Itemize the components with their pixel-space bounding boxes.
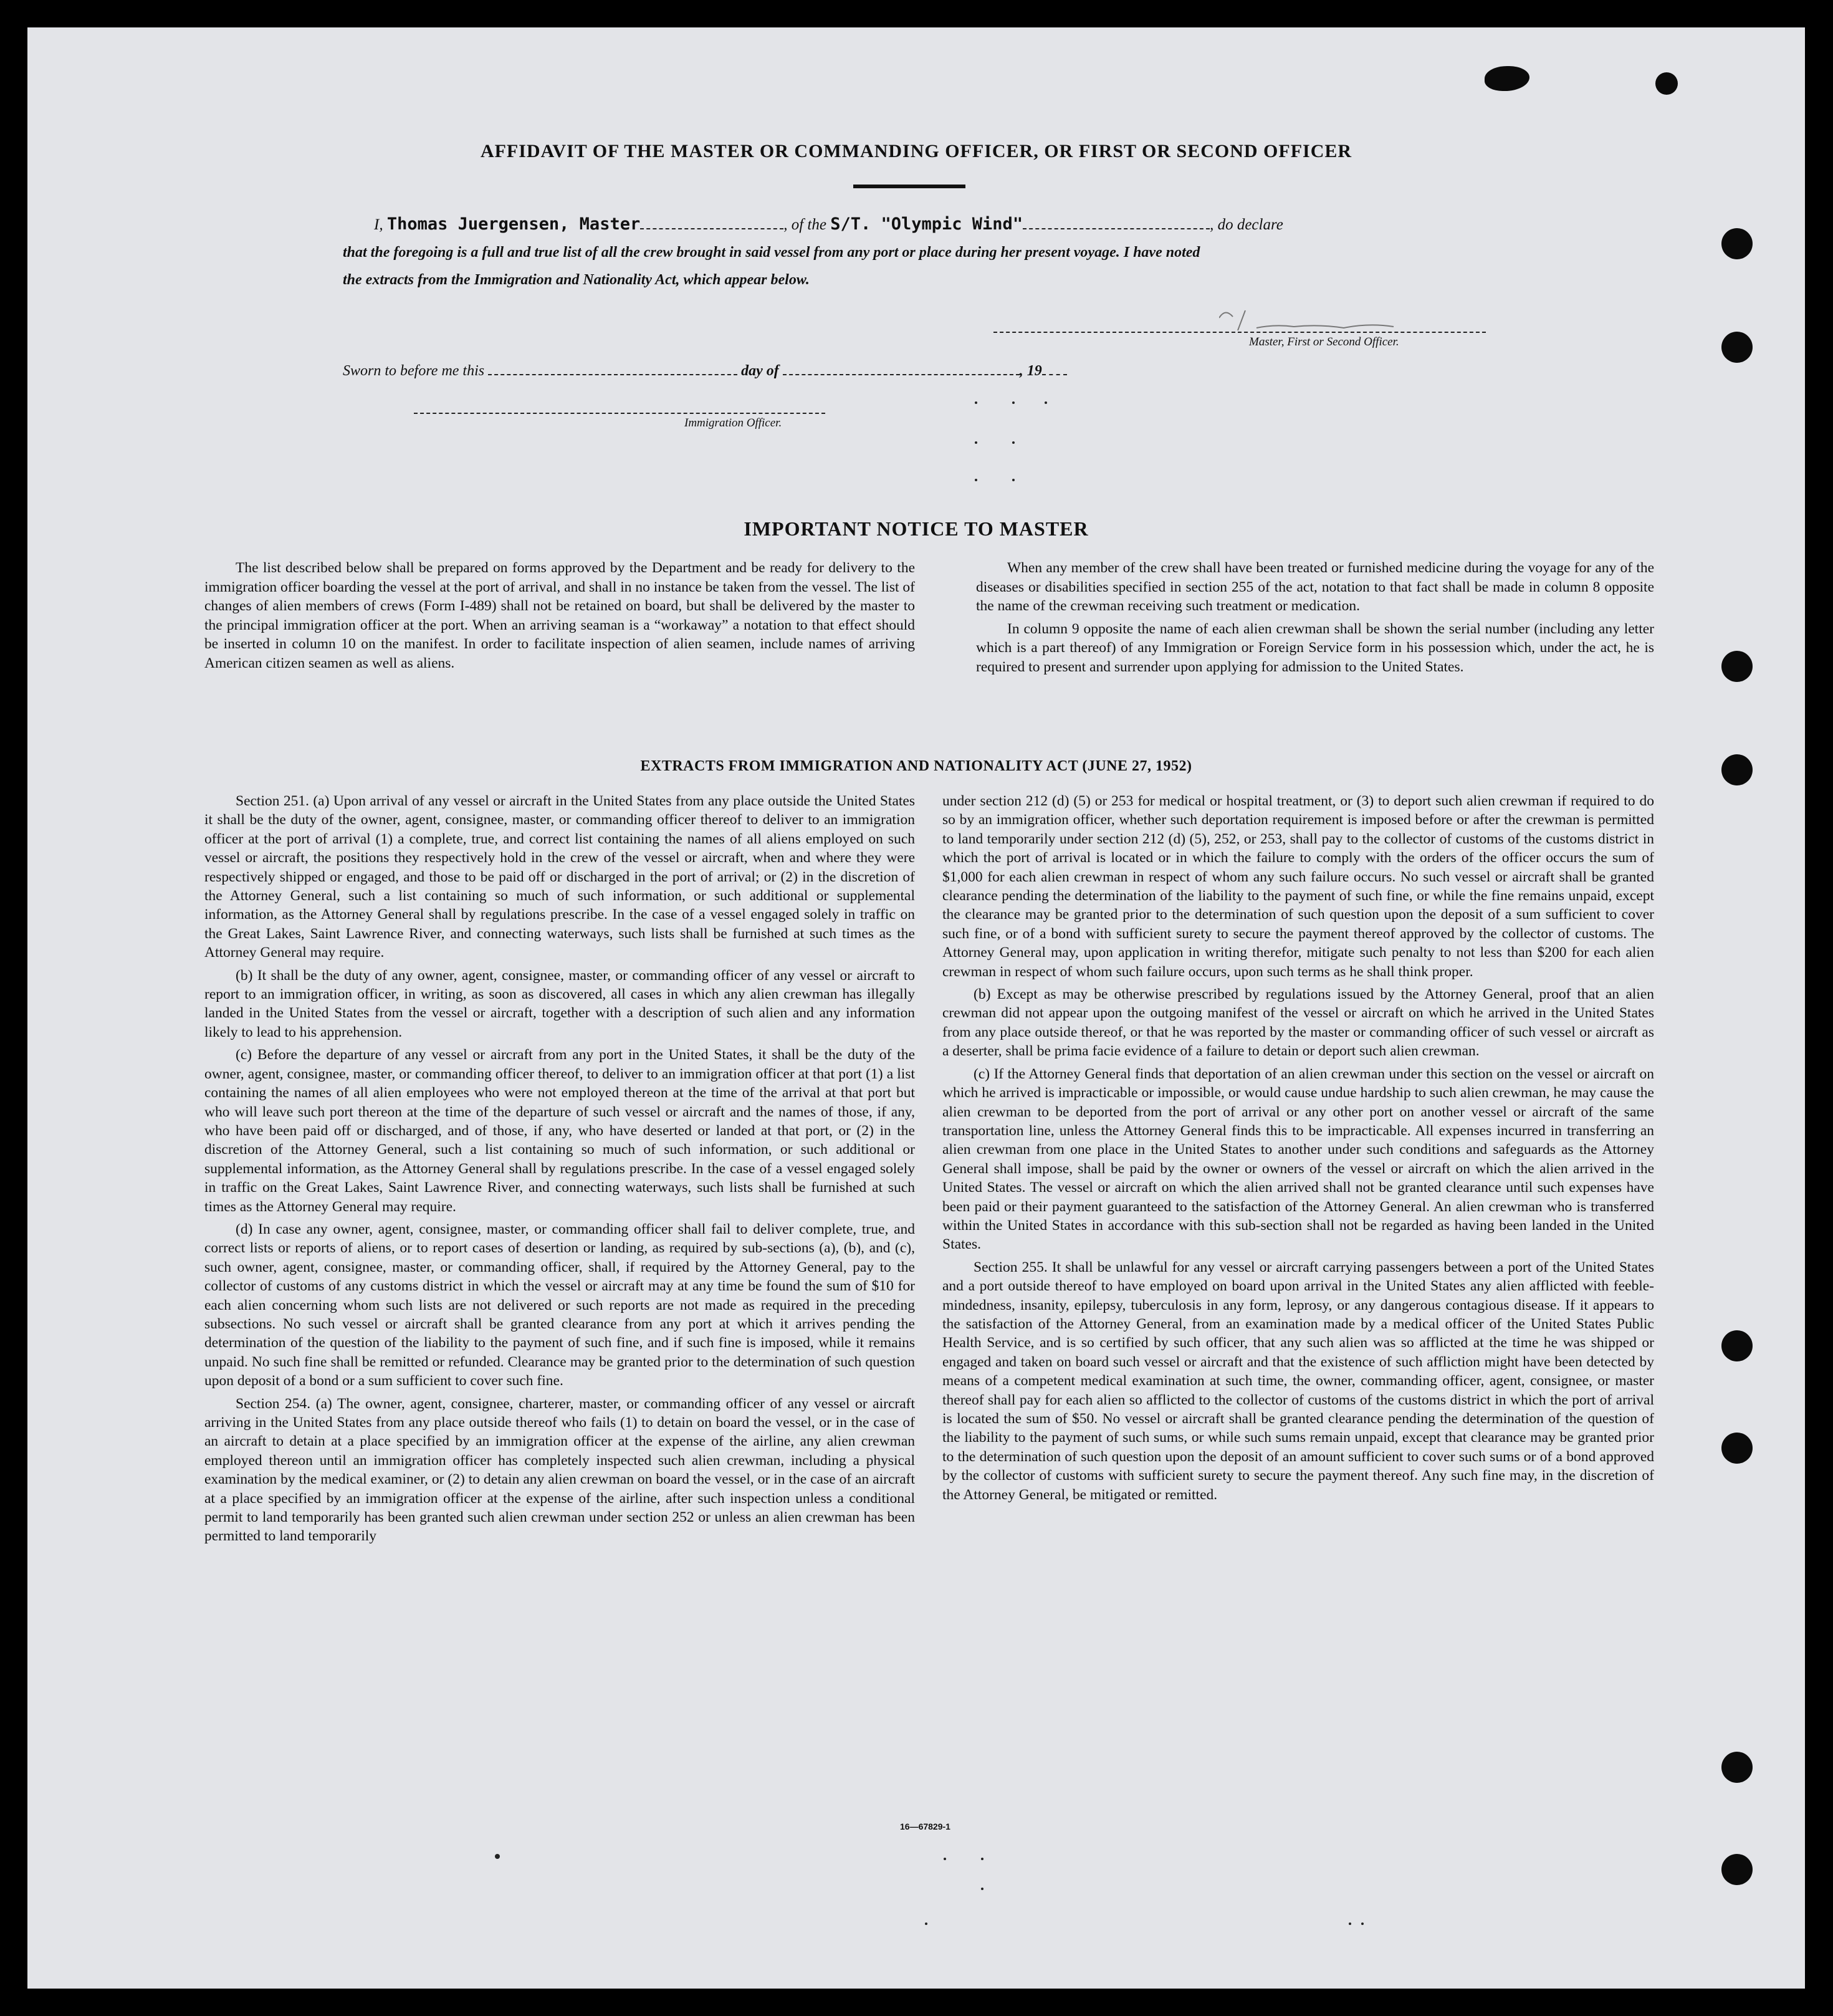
officer-signature-line (414, 413, 825, 414)
speck (981, 1858, 984, 1860)
master-signature-label: Master, First or Second Officer. (1249, 335, 1399, 348)
heading-rule (853, 185, 965, 188)
speck (981, 1888, 984, 1890)
speck (1045, 401, 1047, 404)
document-page (27, 27, 1805, 1989)
speck (1012, 479, 1015, 481)
section-255: Section 255. It shall be unlawful for any vessel or aircraft carrying passengers between a port of the United States and a port outside thereof to have employed on board upon arrival in the United States any alien afflicted with feeble-mindedness, insanity, epilepsy, tuberculosis in any form, leprosy, or any dangerous contagious disease. If it appears to the satisfaction of the Attorney General, from an examination made by a medical officer of the United States Public Health Service, and is so certified by such officer, that any such alien was so afflicted at the time he was shipped or engaged and taken on board such vessel or aircraft and that the existence of such affliction might have been detected by means of a competent medical examination at such time, the owner, commanding officer, agent, consignee, or master thereof shall pay for each alien so afflicted to the collector of customs of the customs district in which the port of arrival is located the sum of $50. No vessel or aircraft shall be granted clearance pending the determination of the question of the liability to the payment of such sums, or while such sums remain unpaid, except that clearance may be granted prior to the determination of such question upon the deposit of an amount sufficient to cover such sums or of a bond approved by the collector of customs with sufficient surety to secure the payment thereof. Any such fine may, in the discretion of the Attorney General, be mitigated or remitted. (942, 1259, 1654, 1503)
section-251-b: (b) It shall be the duty of any owner, agent, consignee, master, or commanding officer of any vessel or aircraft to report to an immigration officer, in writing, as soon as discovered, all cases in which any alien crewman has illegally landed in the United States from the vessel or aircraft, together with a description of such alien and any information likely to lead to his apprehension. (204, 967, 915, 1040)
ink-blot (1485, 66, 1529, 91)
extracts-right-column (942, 792, 1654, 1508)
binder-hole (1721, 651, 1753, 682)
sworn-text: Sworn to before me this (343, 363, 485, 379)
extracts-title: EXTRACTS FROM IMMIGRATION AND NATIONALITY ACT (JUNE 27, 1952) (640, 758, 1192, 774)
sworn-date-dash (488, 374, 737, 375)
month-dash (783, 374, 1020, 375)
extracts-left-column (204, 792, 915, 1550)
sworn-line (343, 363, 1067, 380)
binder-hole (1721, 1433, 1753, 1464)
speck (944, 1858, 946, 1860)
section-254-c: (c) If the Attorney General finds that deportation of an alien crewman under this section on the vessel or aircraft on which he arrived is impracticable or impossible, or would cause undue hardship to such alien crewman, he may cause the alien crewman to be deported from the port of arrival or any other port on another vessel or aircraft of the same transportation line, unless the Attorney General finds this to be impracticable. All expenses incurred in transferring an alien crewman from one place in the United States to another under such conditions and safeguards as the Attorney General shall impose, shall be paid by the owner or owners of the vessel or aircraft on which the alien arrived in the United States. The vessel or aircraft on which the alien arrived shall not be granted clearance until such expenses have been paid or their payment guaranteed to the satisfaction of the Attorney General. An alien crewman who is transferred within the United States in accordance with this sub-section shall not be regarded as having been landed in the United States. (942, 1065, 1654, 1253)
form-number: 16—67829-1 (900, 1822, 950, 1831)
speck (975, 401, 977, 404)
speck (1012, 441, 1015, 444)
name-dash-line (640, 228, 783, 229)
speck (495, 1854, 500, 1859)
immigration-officer-label: Immigration Officer. (684, 416, 782, 430)
section-251-a: Section 251. (a) Upon arrival of any vessel or aircraft in the United States from any place outside the United States it shall be the duty of the owner, agent, consignee, master, or commanding officer thereof to deliver to an immigration officer at the port of arrival (1) a complete, true, and correct list containing the names of all aliens employed on such vessel or aircraft, the positions they respectively hold in the crew of the vessel or aircraft, when and where they were respectively shipped or engaged, and those to be paid off or discharged in the port of arrival; or (2) in the discretion of the Attorney General, such a list containing so much of such information, or such additional or supplemental information, as the Attorney General shall by regulations prescribe. In the case of a vessel engaged solely in traffic on the Great Lakes, Saint Lawrence River, and connecting waterways, such lists shall be furnished at such times as the Attorney General may require. (204, 793, 915, 961)
speck (1349, 1922, 1351, 1925)
notice-title: IMPORTANT NOTICE TO MASTER (744, 517, 1089, 540)
speck (1361, 1922, 1364, 1925)
binder-hole (1721, 1330, 1753, 1361)
master-name-field: Thomas Juergensen, Master (386, 214, 641, 234)
affidavit-heading: AFFIDAVIT OF THE MASTER OR COMMANDING OFFICER, OR FIRST OR SECOND OFFICER (480, 141, 1352, 161)
speck (975, 479, 977, 481)
section-254-a-continued: under section 212 (d) (5) or 253 for medical or hospital treatment, or (3) to deport such alien crewman if required to do so by an immigration officer, whether such deportation requirement is imposed before or after the crewman is permitted to land temporarily under section 212 (d) (5), 252, or 253, shall pay to the collector of customs of the customs district in which the port of arrival is located or in which the failure to comply with the orders of the officer occurs the sum of $1,000 for each alien crewman in respect of whom any such failure occurs. No such vessel or aircraft shall be granted clearance pending the determination of the liability to the payment of such fine, or while the fine remains unpaid, except the clearance may be granted prior to the determination of such question upon the deposit of a sum sufficient to cover such fine, or of a bond with sufficient surety to secure the payment thereof approved by the collector of customs. The Attorney General may, upon application in writing therefor, mitigate such penalty to not less than $200 for each alien crewman in respect of whom such failure occurs, upon such terms as he shall think proper. (942, 793, 1654, 980)
vessel-name-field: S/T. "Olympic Wind" (830, 214, 1023, 234)
binder-hole (1721, 1752, 1753, 1783)
section-254-a: Section 254. (a) The owner, agent, consignee, charterer, master, or commanding officer of any vessel or aircraft arriving in the United States from any place outside thereof who fails (1) to detain on board the vessel, or in the case of an aircraft to detain at a place specified by an immigration officer at the expense of the airline, any alien crewman employed thereon until an immigration officer has completely inspected such alien crewman, including a physical examination by the medical examiner, or (2) to detain any alien crewman on board the vessel, or in the case of an aircraft at a place specified by an immigration officer at the expense of the airline, after such inspection unless a conditional permit to land temporarily has been granted such alien crewman under section 252 or unless an alien crewman has been permitted to land temporarily (204, 1395, 915, 1545)
notice-left-paragraph: The list described below shall be prepared on forms approved by the Department and be ready for delivery to the immigration officer boarding the vessel at the port of arrival, and shall in no instance be taken from the vessel. The list of changes of alien members of crews (Form I-489) shall not be retained on board, but shall be delivered by the master to the principal immigration officer at the port. When an arriving seaman is a “workaway” a notation to that effect should be inserted in column 10 on the manifest. In order to facilitate inspection of alien seamen, include names of arriving American citizen seamen as well as aliens. (204, 560, 915, 671)
notice-right-paragraph-1: When any member of the crew shall have been treated or furnished medicine during the voyage for any of the diseases or disabilities specified in section 255 of the act, notation to that fact shall be made in column 8 opposite the name of the crewman receiving such treatment or medication. (976, 560, 1654, 615)
binder-hole (1721, 228, 1753, 259)
binder-hole (1721, 332, 1753, 363)
affidavit-do-declare: , do declare (1210, 216, 1283, 233)
affidavit-of-the: , of the (783, 216, 826, 233)
signature-line (993, 332, 1486, 333)
affidavit-line-1 (374, 214, 1283, 234)
vessel-dash-line (1023, 228, 1210, 229)
notice-right-paragraph-2: In column 9 opposite the name of each alien crewman shall be shown the serial number (including any letter which is a part thereof) of any Immigration or Foreign Service form in his possession which, under the act, he is required to present and surrender upon applying for admission to the United States. (976, 620, 1654, 675)
section-251-d: (d) In case any owner, agent, consignee, master, or commanding officer shall fail to deliver complete, true, and correct lists or reports of aliens, or to report cases of desertion or landing, as required by sub-sections (a), (b), and (c), such owner, agent, consignee, master, or commanding officer, shall, if required by the Attorney General, pay to the collector of customs of any customs district in which the vessel or aircraft may at any time be found the sum of $10 for each alien concerning whom such lists are not delivered or such reports are not made as required in the preceding subsections. No such vessel or aircraft shall be granted clearance from any port at which it arrives pending the determination of the question of the liability to the payment of such fine, and if such fine is imposed, while it remains unpaid. No such fine shall be remitted or refunded. Clearance may be granted prior to the determination of such question upon deposit of a bond or a sum sufficient to cover such fine. (204, 1221, 915, 1390)
affidavit-line-2: that the foregoing is a full and true list of all the crew brought in said vessel from any port or place during her present voyage. I have noted (343, 244, 1200, 261)
binder-hole (1721, 1854, 1753, 1885)
section-254-b: (b) Except as may be otherwise prescribed by regulations issued by the Attorney General, proof that an alien crewman did not appear upon the outgoing manifest of the vessel or aircraft on which he arrived in the United States from any place outside thereof, or that he was reported by the master or commanding officer of such vessel or aircraft as a deserter, shall be prima facie evidence of a failure to detain or deport such alien crewman. (942, 986, 1654, 1060)
year-text: , 19 (1019, 363, 1042, 379)
speck (1012, 401, 1015, 404)
speck (925, 1922, 927, 1925)
affidavit-i: I, (374, 216, 383, 233)
affidavit-line-3: the extracts from the Immigration and Nationality Act, which appear below. (343, 272, 810, 288)
year-dash (1042, 374, 1067, 375)
binder-hole (1655, 72, 1678, 95)
speck (975, 441, 977, 444)
section-251-c: (c) Before the departure of any vessel or aircraft from any port in the United States, it shall be the duty of the owner, agent, consignee, master, or commanding officer thereof, to deliver to an immigration officer at that port (1) a list containing the names of all alien employees who were not employed thereon at the time of the arrival at that port but who will leave such port thereon at the time of the departure of such vessel or aircraft and the names of those, if any, who have been paid off or discharged, and of those, if any, who have deserted or landed at that port, or (2) in the discretion of the Attorney General, such a list containing so much of such information, or such additional or supplemental information, as the Attorney General shall by regulations prescribe. In the case of a vessel engaged solely in traffic on the Great Lakes, Saint Lawrence River, and connecting waterways, such lists shall be furnished at such times as the Attorney General may require. (204, 1047, 915, 1215)
notice-right-column (976, 559, 1654, 681)
notice-left-column (204, 559, 915, 677)
day-of-text: day of (741, 363, 779, 379)
